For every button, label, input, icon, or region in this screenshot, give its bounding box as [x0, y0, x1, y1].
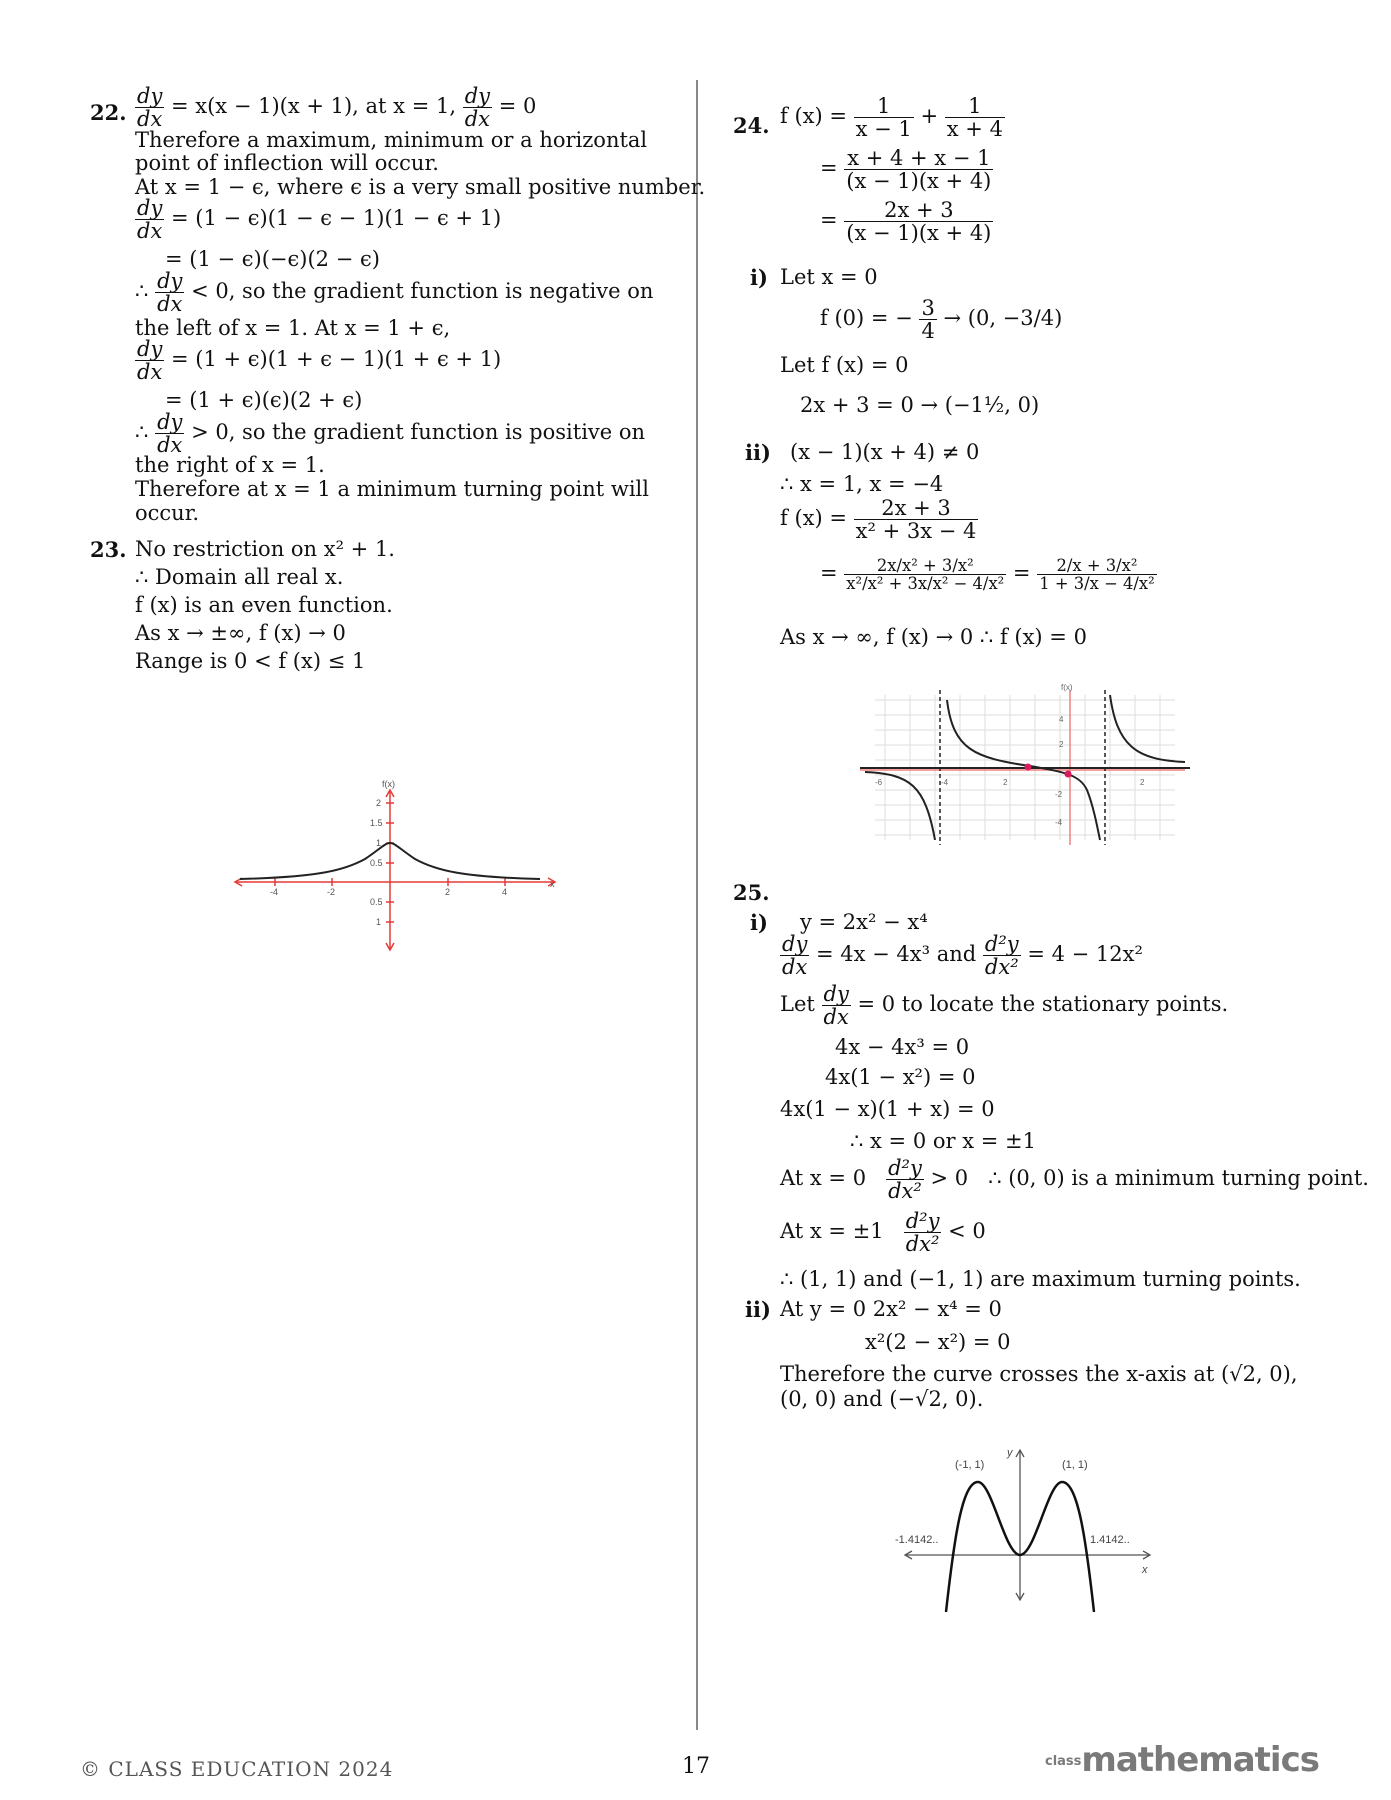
q22-positive: ∴ $\frac{dy}{dx}$ > 0, so the gradient function is positive on [135, 410, 646, 458]
q24-f-def: f (x) = $\frac{1}{x - 1}$ + $\frac{1}{x + 4}$ [780, 94, 1003, 142]
q22-deriv-1: $\frac{dy}{dx}$ = (1 − ϵ)(1 − ϵ − 1)(1 − ϵ + 1) [137, 196, 502, 244]
question-25-number: 25. [733, 880, 770, 905]
q24-step-1: = $\frac{x + 4 + x - 1}{(x - 1)(x + 4)}$ [820, 146, 992, 194]
q23-text: No restriction on x² + 1. [135, 537, 395, 561]
q23-graph-ylabel: f(x) [382, 779, 395, 789]
q25-at-zero: At x = 0 $\frac{\text{d²y}}{\text{dx²}}$ > 0 ∴ (0, 0) is a minimum turning point. [780, 1156, 1369, 1204]
tick-label: -2 [1055, 790, 1063, 799]
q25-y: y = 2x² − x⁴ [800, 910, 928, 934]
q22-eq1: $\frac{dy}{dx}$ = x(x − 1)(x + 1), at x = 1, $\frac{dy}{dx}$ = 0 [137, 84, 537, 132]
question-24-number: 24. [733, 113, 770, 138]
q24-fx-divided: = $\frac{\text{2x/x² + 3/x²}}{\text{x²/x² + 3x/x² − 4/x²}}$ = $\frac{\text{2/x + 3/x²}}{\text{1 + 3/x − 4/x²}}$ [820, 556, 1155, 594]
q23-text: f (x) is an even function. [135, 593, 393, 617]
q24-text: Let f (x) = 0 [780, 353, 909, 377]
q22-deriv-2: = (1 − ϵ)(−ϵ)(2 − ϵ) [165, 247, 380, 271]
q24-graph-ylabel: f(x) [1061, 683, 1073, 692]
q22-text: the right of x = 1. [135, 453, 325, 477]
q22-text: the left of x = 1. At x = 1 + ϵ, [135, 316, 451, 340]
question-23-number: 23. [90, 537, 127, 562]
q25-right-max-label: (1, 1) [1062, 1459, 1088, 1471]
q22-text: point of inflection will occur. [135, 151, 439, 175]
q22-negative: ∴ $\frac{dy}{dx}$ < 0, so the gradient function is negative on [135, 269, 654, 317]
q25-step: 4x(1 − x)(1 + x) = 0 [780, 1097, 995, 1121]
tick-label: 0.5 [370, 858, 383, 868]
q25-step: 4x − 4x³ = 0 [835, 1035, 970, 1059]
tick-label: -4 [270, 887, 279, 897]
q22-deriv-3: $\frac{dy}{dx}$ = (1 + ϵ)(1 + ϵ − 1)(1 + ϵ + 1) [137, 337, 502, 385]
tick-label: 0.5 [370, 897, 383, 907]
q24-text: 2x + 3 = 0 → (−1½, 0) [800, 393, 1040, 417]
tick-label: -6 [875, 778, 883, 787]
q24-text: Let x = 0 [780, 265, 878, 289]
q24-y-intercept [1025, 764, 1032, 771]
q25-text: Therefore the curve crosses the x-axis at (√2, 0), [780, 1362, 1298, 1386]
tick-label: 4 [1059, 715, 1064, 724]
q22-text: At x = 1 − ϵ, where ϵ is a very small positive number. [135, 175, 706, 199]
q25-text: (0, 0) and (−√2, 0). [780, 1387, 984, 1411]
q25-left-max-label: (-1, 1) [955, 1459, 985, 1471]
tick-label: -2 [327, 887, 336, 897]
q23-text: Range is 0 < f (x) ≤ 1 [135, 649, 366, 673]
q25-text: x²(2 − x²) = 0 [865, 1330, 1011, 1354]
question-22-number: 22. [90, 100, 127, 125]
copyright: © CLASS EDUCATION 2024 [80, 1757, 394, 1781]
q25-right-root-label: 1.4142.. [1090, 1534, 1130, 1546]
tick-label: 2 [1140, 778, 1145, 787]
tick-label: 1 [376, 917, 382, 927]
q25-graph-xlabel: x [1142, 1564, 1148, 1576]
tick-label: 2 [445, 887, 451, 897]
q24-text: (x − 1)(x + 4) ≠ 0 [790, 440, 980, 464]
column-divider [696, 80, 698, 1730]
q24-part-ii: ii) [745, 440, 771, 465]
q24-fx: f (x) = $\frac{2x + 3}{\text{x² + 3x − 4}}$ [780, 496, 977, 544]
q22-text: Therefore a maximum, minimum or a horizontal [135, 128, 648, 152]
q22-text: Therefore at x = 1 a minimum turning point will [135, 477, 649, 501]
q25-graph [880, 1440, 1170, 1620]
q25-let: Let $\frac{dy}{dx}$ = 0 to locate the stationary points. [780, 982, 1229, 1030]
q23-graph [230, 775, 560, 955]
q25-text: At y = 0 2x² − x⁴ = 0 [780, 1297, 1002, 1321]
q25-part-ii: ii) [745, 1297, 771, 1322]
q24-graph [855, 680, 1195, 850]
q25-at-one: At x = ±1 $\frac{\text{d²y}}{\text{dx²}}$ < 0 [780, 1209, 986, 1257]
page-number: 17 [682, 1754, 710, 1779]
q23-text: ∴ Domain all real x. [135, 565, 344, 589]
tick-label: 2 [1059, 740, 1064, 749]
q25-step: ∴ x = 0 or x = ±1 [850, 1129, 1036, 1153]
tick-label: 2 [1003, 778, 1008, 787]
class-mathematics-logo: $^{class}$mathematics [1045, 1740, 1319, 1780]
tick-label: 1.5 [370, 818, 383, 828]
tick-label: 1 [376, 838, 382, 848]
q25-part-i: i) [750, 910, 768, 935]
q22-deriv-4: = (1 + ϵ)(ϵ)(2 + ϵ) [165, 388, 363, 412]
q24-text: ∴ x = 1, x = −4 [780, 472, 944, 496]
q25-derivs: $\frac{dy}{dx}$ = 4x − 4x³ and $\frac{\text{d²y}}{\text{dx²}}$ = 4 − 12x² [782, 932, 1143, 980]
q25-graph-ylabel: y [1007, 1447, 1013, 1459]
q24-limit: As x → ∞, f (x) → 0 ∴ f (x) = 0 [780, 625, 1087, 649]
tick-label: -4 [941, 778, 949, 787]
q24-f0: f (0) = − $\frac{3}{4}$ → (0, −3/4) [820, 296, 1063, 344]
q23-text: As x → ±∞, f (x) → 0 [135, 621, 346, 645]
q24-step-2: = $\frac{2x + 3}{(x - 1)(x + 4)}$ [820, 198, 992, 246]
q22-text: occur. [135, 501, 200, 525]
q25-step: 4x(1 − x²) = 0 [825, 1065, 976, 1089]
tick-label: -4 [1055, 818, 1063, 827]
q25-left-root-label: -1.4142.. [895, 1534, 939, 1546]
q25-text: ∴ (1, 1) and (−1, 1) are maximum turning points. [780, 1267, 1301, 1291]
tick-label: 2 [376, 798, 382, 808]
q24-part-i: i) [750, 265, 768, 290]
q23-graph-xlabel: x [550, 879, 555, 889]
tick-label: 4 [502, 887, 508, 897]
q24-x-intercept [1065, 771, 1072, 778]
